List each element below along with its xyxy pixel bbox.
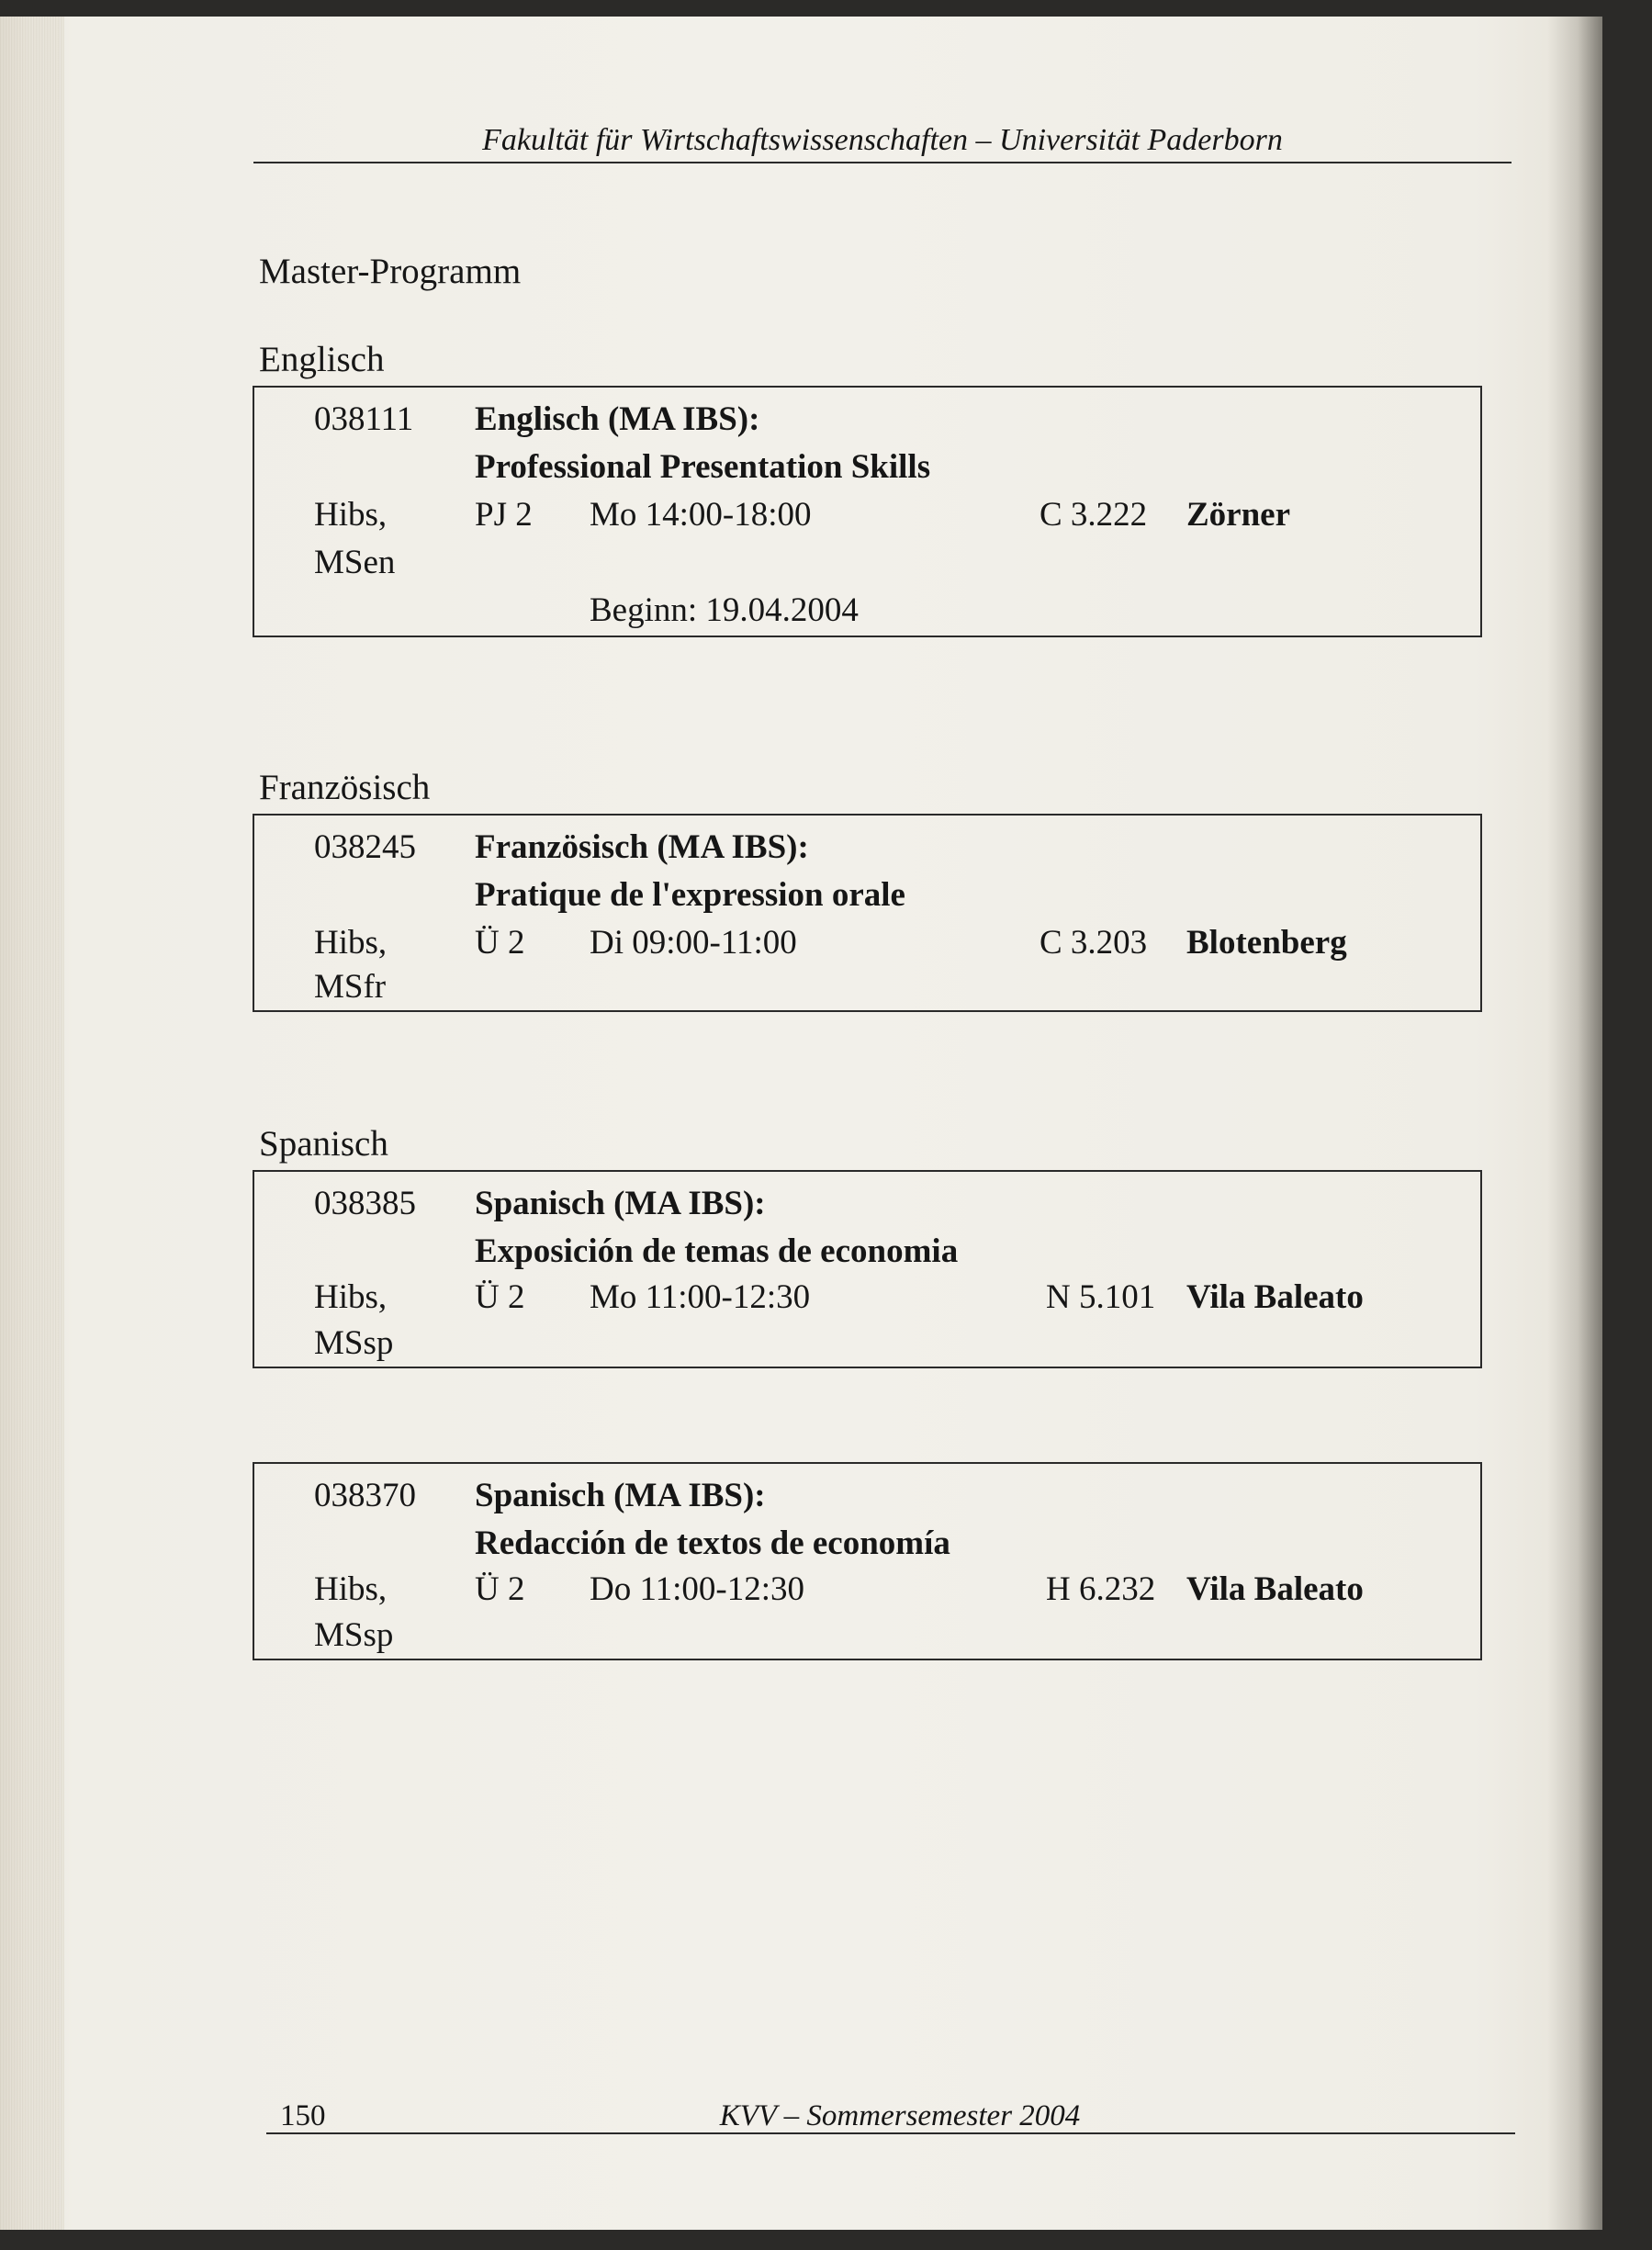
course-number: 038245 bbox=[314, 828, 416, 866]
course-time: Di 09:00-11:00 bbox=[590, 924, 797, 962]
spine-shadow bbox=[1547, 17, 1602, 2230]
course-type: Ü 2 bbox=[475, 1278, 525, 1316]
course-box-038370 bbox=[253, 1462, 1482, 1660]
course-lecturer: Blotenberg bbox=[1186, 924, 1347, 962]
course-type: PJ 2 bbox=[475, 496, 533, 534]
course-room: N 5.101 bbox=[1046, 1278, 1156, 1316]
course-box-038245 bbox=[253, 814, 1482, 1012]
course-lecturer: Zörner bbox=[1186, 496, 1291, 534]
course-title: Englisch (MA IBS): bbox=[475, 400, 760, 438]
course-audience-2: MSsp bbox=[314, 1616, 394, 1654]
group-heading-spanisch: Spanisch bbox=[259, 1124, 388, 1164]
section-title: Master-Programm bbox=[259, 252, 522, 291]
course-audience: Hibs, bbox=[314, 496, 388, 534]
course-subtitle: Pratique de l'expression orale bbox=[475, 876, 905, 914]
course-audience-2: MSfr bbox=[314, 968, 387, 1006]
course-room: C 3.222 bbox=[1040, 496, 1148, 534]
footer-title: KVV – Sommersemester 2004 bbox=[719, 2099, 1081, 2132]
course-number: 038370 bbox=[314, 1477, 416, 1514]
course-time: Do 11:00-12:30 bbox=[590, 1570, 804, 1608]
course-box-038385 bbox=[253, 1170, 1482, 1368]
footer-rule bbox=[266, 2132, 1515, 2134]
course-subtitle: Professional Presentation Skills bbox=[475, 448, 931, 486]
group-heading-englisch: Englisch bbox=[259, 340, 385, 379]
course-number: 038111 bbox=[314, 400, 414, 438]
course-audience: Hibs, bbox=[314, 1278, 388, 1316]
running-head: Fakultät für Wirtschaftswissenschaften – Universität Paderborn bbox=[253, 123, 1512, 163]
page-edge-texture bbox=[0, 17, 64, 2230]
group-heading-franzoesisch: Französisch bbox=[259, 768, 431, 807]
course-room: H 6.232 bbox=[1046, 1570, 1156, 1608]
course-title: Spanisch (MA IBS): bbox=[475, 1477, 766, 1514]
course-type: Ü 2 bbox=[475, 1570, 525, 1608]
course-title: Französisch (MA IBS): bbox=[475, 828, 809, 866]
course-audience-2: MSen bbox=[314, 544, 396, 581]
course-title: Spanisch (MA IBS): bbox=[475, 1185, 766, 1222]
course-time: Mo 14:00-18:00 bbox=[590, 496, 812, 534]
page-number: 150 bbox=[280, 2099, 326, 2132]
course-lecturer: Vila Baleato bbox=[1186, 1570, 1364, 1608]
course-audience-2: MSsp bbox=[314, 1324, 394, 1362]
course-time: Mo 11:00-12:30 bbox=[590, 1278, 811, 1316]
course-start: Beginn: 19.04.2004 bbox=[590, 591, 859, 629]
course-subtitle: Exposición de temas de economia bbox=[475, 1232, 959, 1270]
course-subtitle: Redacción de textos de economía bbox=[475, 1524, 950, 1562]
course-audience: Hibs, bbox=[314, 1570, 388, 1608]
page-sheet bbox=[0, 17, 1602, 2230]
course-type: Ü 2 bbox=[475, 924, 525, 962]
course-audience: Hibs, bbox=[314, 924, 388, 962]
course-number: 038385 bbox=[314, 1185, 416, 1222]
course-lecturer: Vila Baleato bbox=[1186, 1278, 1364, 1316]
course-room: C 3.203 bbox=[1040, 924, 1148, 962]
course-box-038111 bbox=[253, 386, 1482, 637]
